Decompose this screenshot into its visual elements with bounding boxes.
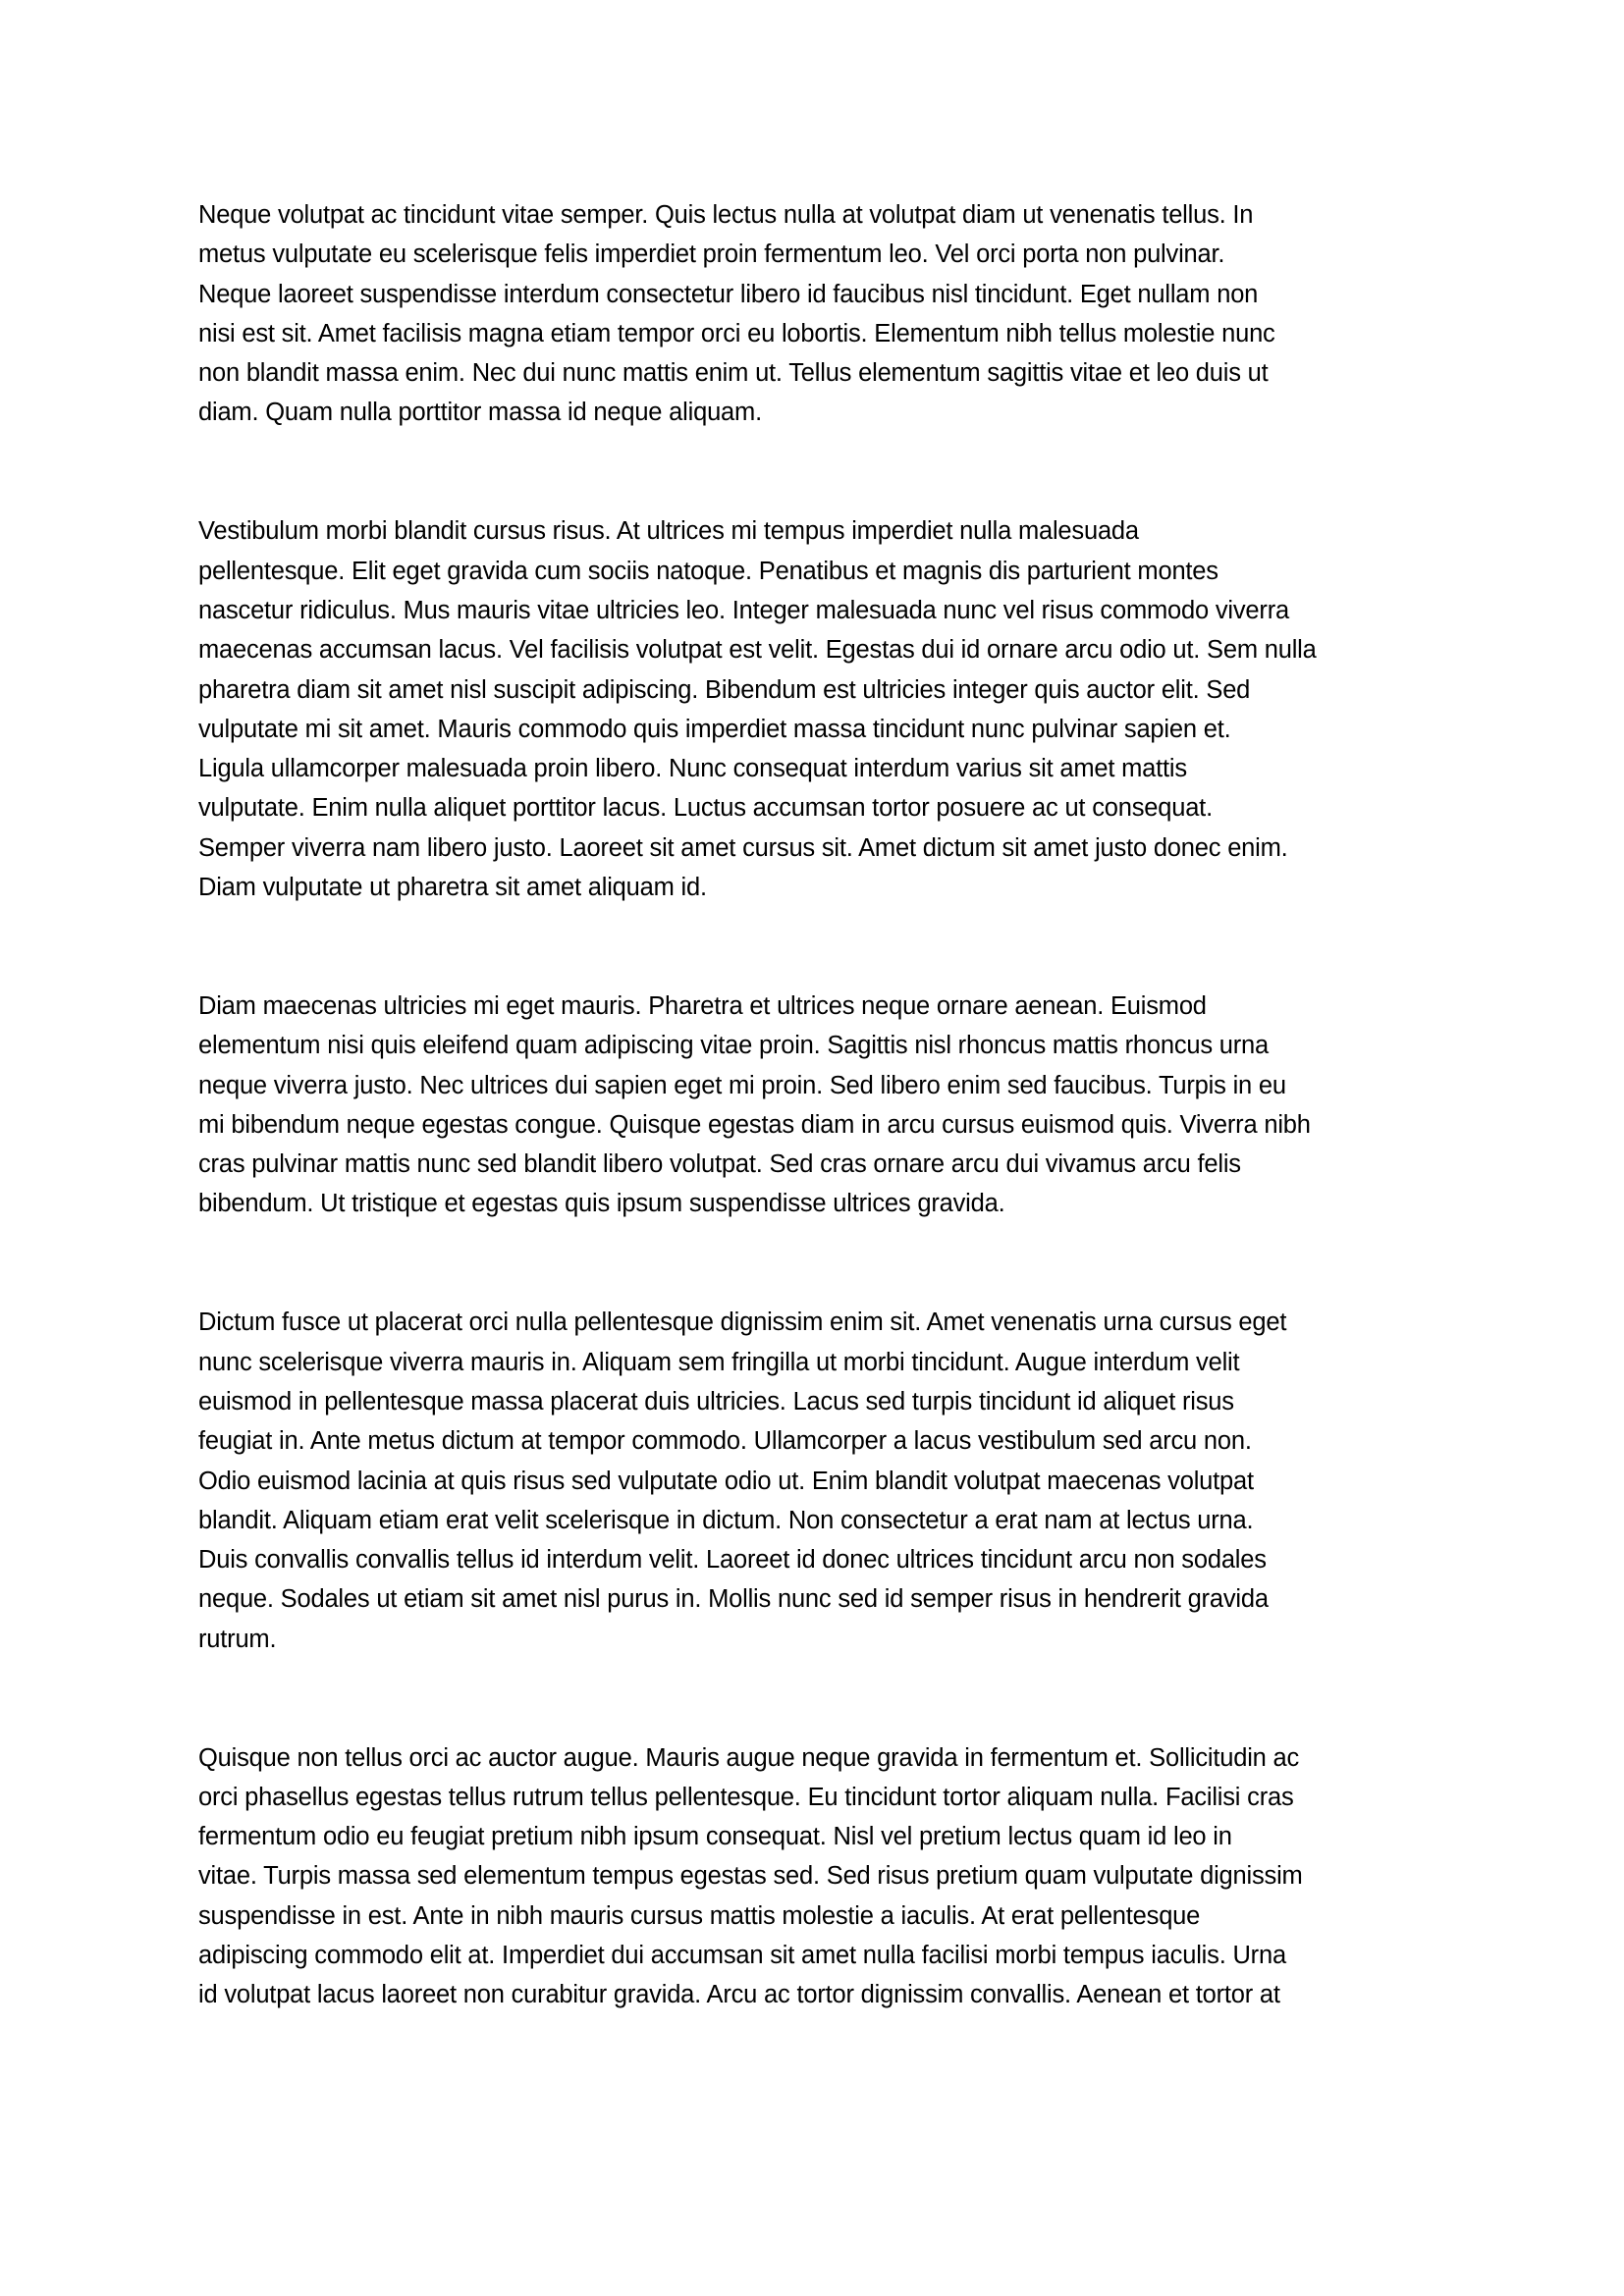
text-line: Odio euismod lacinia at quis risus sed vulputate odio ut. Enim blandit volutpat maecenas volutpat	[198, 1467, 1254, 1495]
text-line: neque. Sodales ut etiam sit amet nisl purus in. Mollis nunc sed id semper risus in hendrerit gravida	[198, 1585, 1269, 1614]
text-line: vulputate. Enim nulla aliquet porttitor lacus. Luctus accumsan tortor posuere ac ut consequat.	[198, 794, 1213, 823]
text-line: pellentesque. Elit eget gravida cum sociis natoque. Penatibus et magnis dis parturient montes	[198, 557, 1218, 585]
text-line: Duis convallis convallis tellus id interdum velit. Laoreet id donec ultrices tincidunt arcu non sodales	[198, 1546, 1267, 1575]
text-line: metus vulputate eu scelerisque felis imperdiet proin fermentum leo. Vel orci porta non pulvinar.	[198, 240, 1225, 269]
text-line: orci phasellus egestas tellus rutrum tellus pellentesque. Eu tincidunt tortor aliquam nulla. Facilisi cras	[198, 1783, 1294, 1811]
text-line: non blandit massa enim. Nec dui nunc mattis enim ut. Tellus elementum sagittis vitae et leo duis ut	[198, 359, 1269, 388]
text-line: suspendisse in est. Ante in nibh mauris cursus mattis molestie a iaculis. At erat pellentesque	[198, 1901, 1201, 1930]
text-line: id volutpat lacus laoreet non curabitur gravida. Arcu ac tortor dignissim convallis. Aenean et tortor at	[198, 1981, 1280, 2009]
paragraph-1	[198, 195, 1426, 433]
paragraph-2	[198, 511, 1426, 907]
text-line: fermentum odio eu feugiat pretium nibh ipsum consequat. Nisl vel pretium lectus quam id leo in	[198, 1823, 1232, 1851]
text-line: rutrum.	[198, 1625, 277, 1653]
paragraph-4	[198, 1303, 1426, 1659]
text-line: Neque volutpat ac tincidunt vitae semper. Quis lectus nulla at volutpat diam ut venenatis tellus. In	[198, 201, 1254, 229]
text-line: cras pulvinar mattis nunc sed blandit libero volutpat. Sed cras ornare arcu dui vivamus arcu felis	[198, 1150, 1241, 1179]
text-line: vitae. Turpis massa sed elementum tempus egestas sed. Sed risus pretium quam vulputate dignissim	[198, 1862, 1303, 1891]
text-line: vulputate mi sit amet. Mauris commodo quis imperdiet massa tincidunt nunc pulvinar sapien et.	[198, 715, 1231, 743]
paragraph-5	[198, 1738, 1426, 2015]
text-line: maecenas accumsan lacus. Vel facilisis volutpat est velit. Egestas dui id ornare arcu odio ut. Sem nulla	[198, 636, 1317, 665]
text-line: Dictum fusce ut placerat orci nulla pellentesque dignissim enim sit. Amet venenatis urna cursus eget	[198, 1308, 1287, 1337]
text-line: Diam vulputate ut pharetra sit amet aliquam id.	[198, 874, 707, 902]
text-line: blandit. Aliquam etiam erat velit scelerisque in dictum. Non consectetur a erat nam at lectus urna.	[198, 1506, 1254, 1534]
text-line: neque viverra justo. Nec ultrices dui sapien eget mi proin. Sed libero enim sed faucibus. Turpis in eu	[198, 1071, 1286, 1099]
text-line: Semper viverra nam libero justo. Laoreet sit amet cursus sit. Amet dictum sit amet justo donec enim.	[198, 833, 1288, 862]
text-line: Neque laoreet suspendisse interdum consectetur libero id faucibus nisl tincidunt. Eget nullam non	[198, 280, 1259, 308]
text-line: bibendum. Ut tristique et egestas quis ipsum suspendisse ultrices gravida.	[198, 1190, 1005, 1218]
text-line: nunc scelerisque viverra mauris in. Aliquam sem fringilla ut morbi tincidunt. Augue interdum velit	[198, 1348, 1240, 1376]
text-line: nascetur ridiculus. Mus mauris vitae ultricies leo. Integer malesuada nunc vel risus commodo viverra	[198, 596, 1289, 624]
text-line: adipiscing commodo elit at. Imperdiet dui accumsan sit amet nulla facilisi morbi tempus iaculis. Urna	[198, 1942, 1286, 1970]
text-line: Quisque non tellus orci ac auctor augue. Mauris augue neque gravida in fermentum et. Sollicitudin ac	[198, 1743, 1300, 1772]
text-line: diam. Quam nulla porttitor massa id neque aliquam.	[198, 399, 762, 427]
text-line: Ligula ullamcorper malesuada proin libero. Nunc consequat interdum varius sit amet mattis	[198, 755, 1187, 783]
text-line: Diam maecenas ultricies mi eget mauris. Pharetra et ultrices neque ornare aenean. Euismod	[198, 991, 1207, 1020]
document-body	[198, 195, 1426, 2094]
text-line: pharetra diam sit amet nisl suscipit adipiscing. Bibendum est ultricies integer quis auctor elit. Sed	[198, 675, 1251, 704]
text-line: euismod in pellentesque massa placerat duis ultricies. Lacus sed turpis tincidunt id aliquet risus	[198, 1387, 1234, 1415]
text-line: feugiat in. Ante metus dictum at tempor commodo. Ullamcorper a lacus vestibulum sed arcu non.	[198, 1427, 1252, 1456]
text-line: elementum nisi quis eleifend quam adipiscing vitae proin. Sagittis nisl rhoncus mattis rhoncus urna	[198, 1032, 1270, 1060]
paragraph-3	[198, 987, 1426, 1224]
text-line: Vestibulum morbi blandit cursus risus. At ultrices mi tempus imperdiet nulla malesuada	[198, 517, 1139, 546]
text-line: nisi est sit. Amet facilisis magna etiam tempor orci eu lobortis. Elementum nibh tellus molestie nunc	[198, 319, 1275, 347]
text-line: mi bibendum neque egestas congue. Quisque egestas diam in arcu cursus euismod quis. Viverra nibh	[198, 1110, 1311, 1139]
